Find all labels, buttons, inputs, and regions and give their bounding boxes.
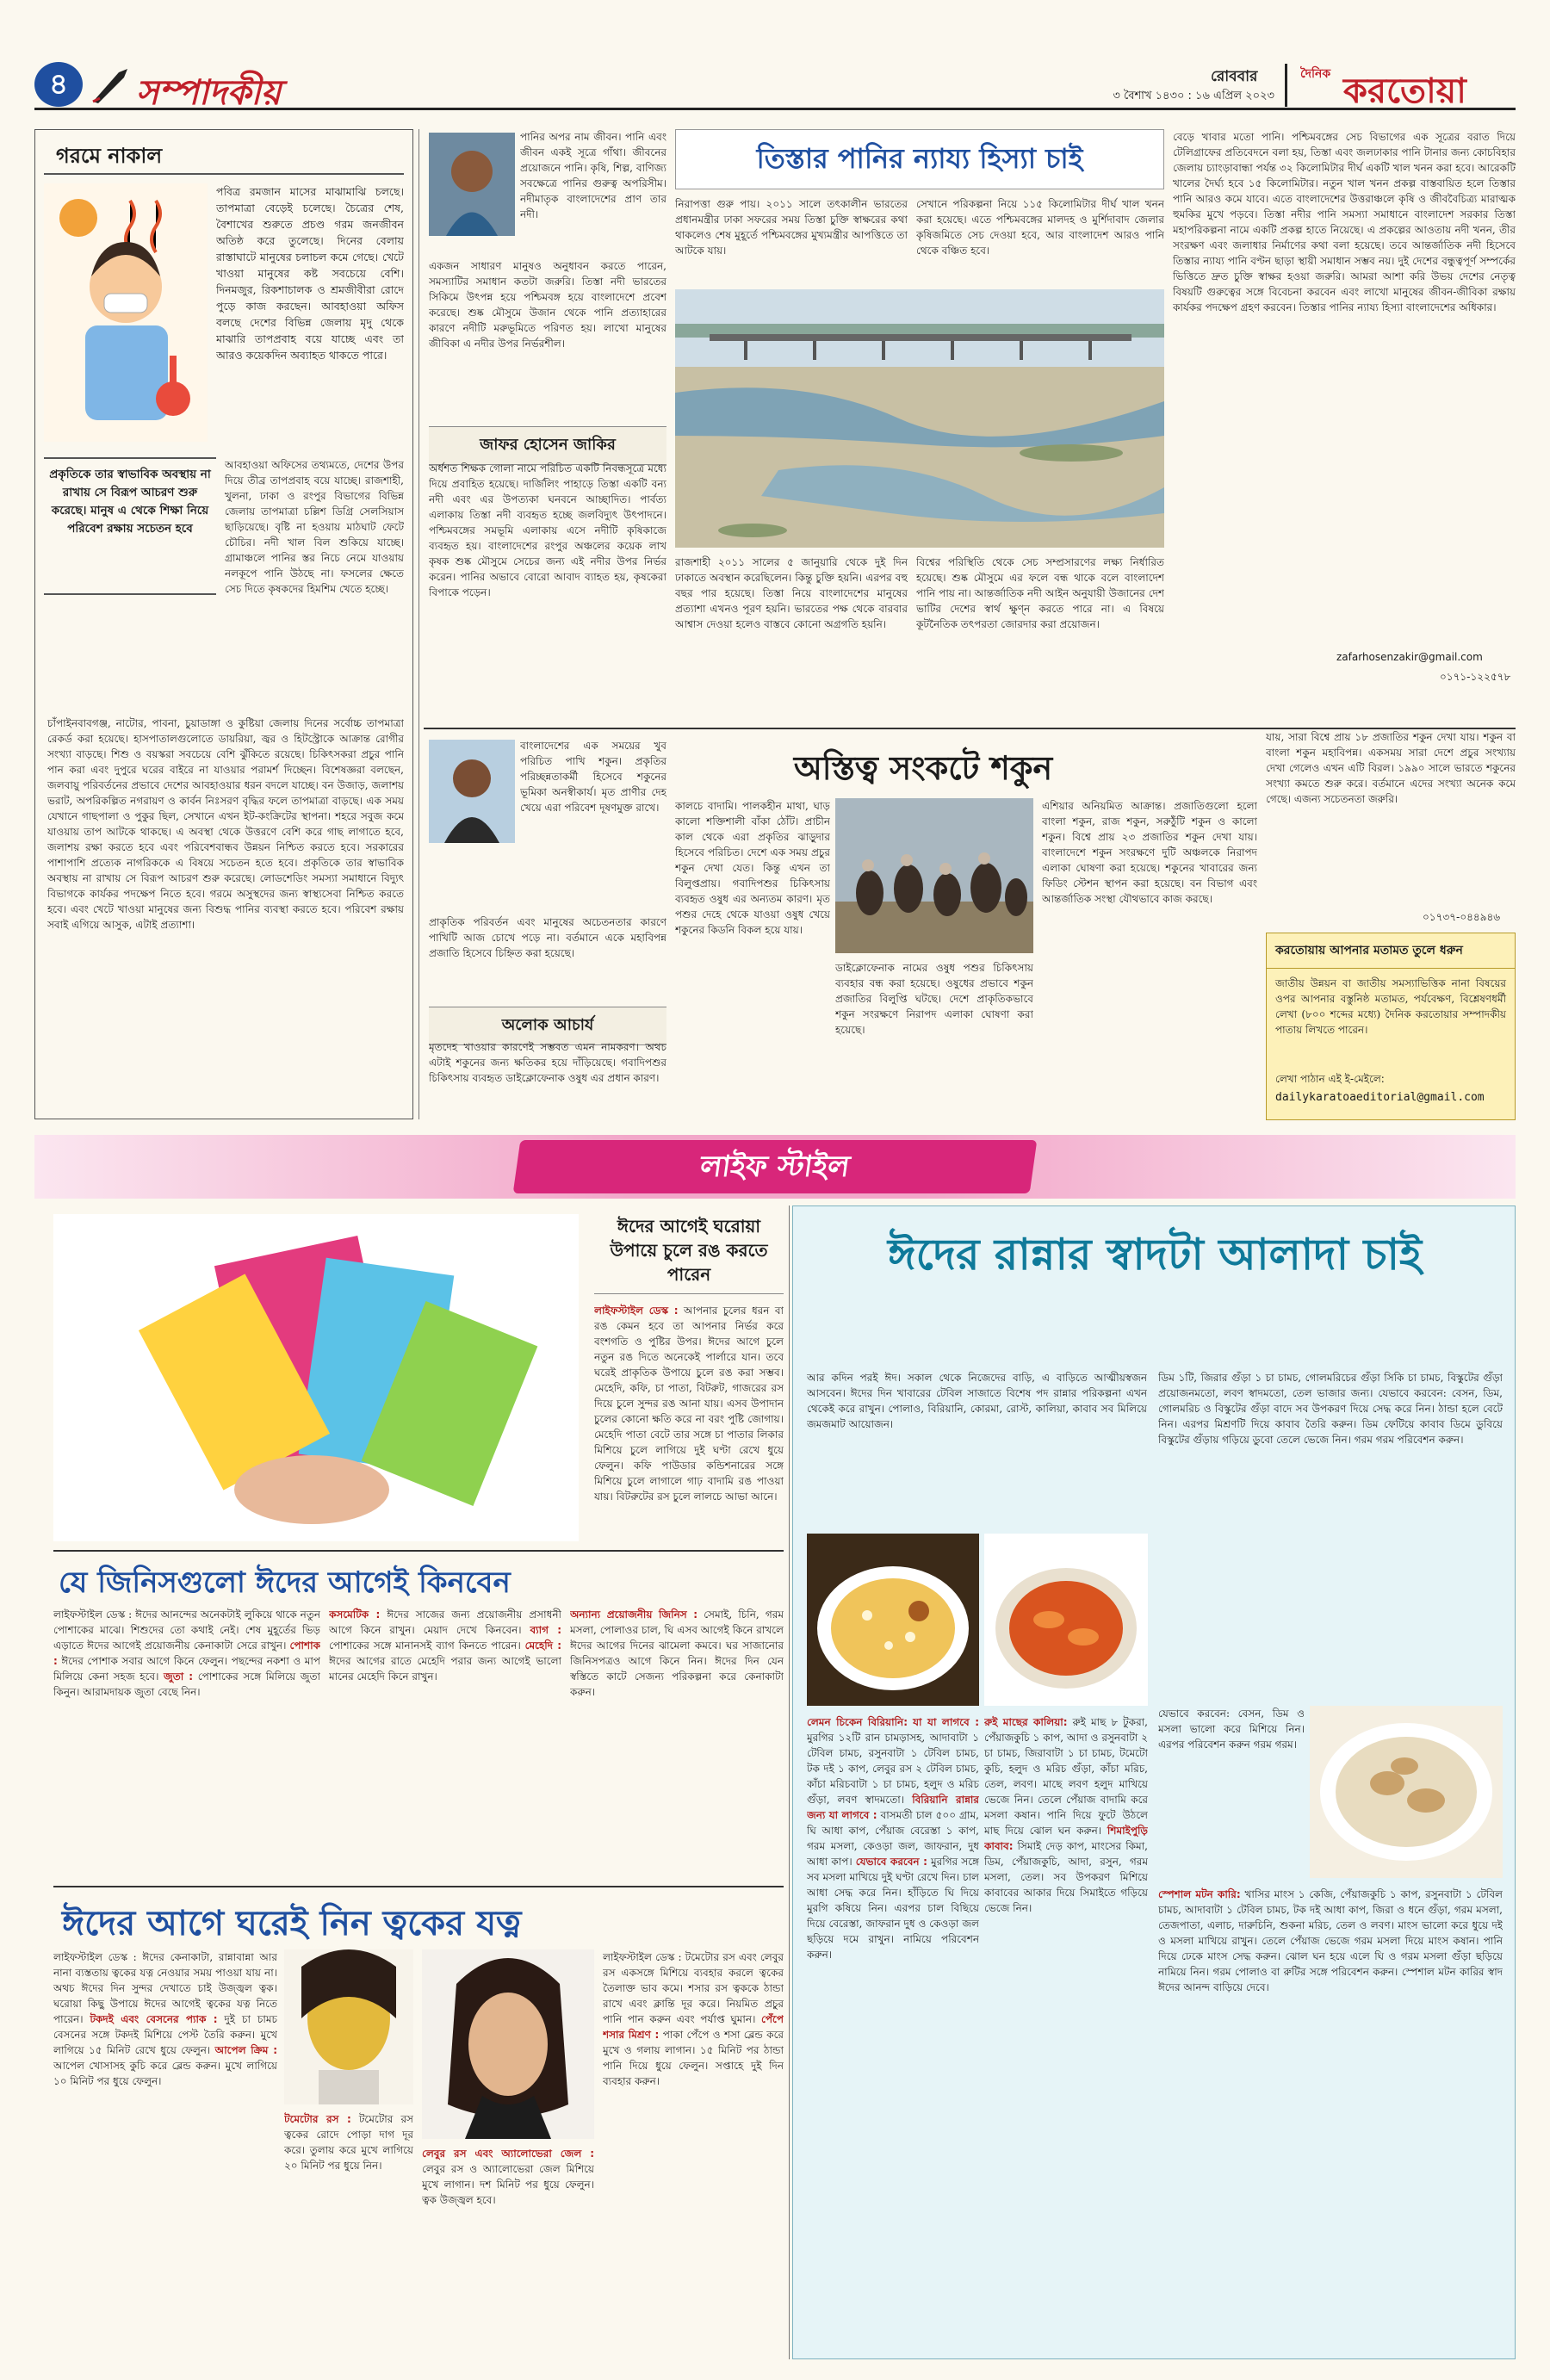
shopping-label-1: পোশাক : bbox=[53, 1639, 320, 1667]
skincare-label-3: টমেটোর রস : bbox=[284, 2113, 351, 2125]
page-number: ৪ bbox=[34, 62, 83, 107]
pen-icon bbox=[90, 65, 131, 105]
opinion-send-label: লেখা পাঠান এই ই-মেইলে: bbox=[1275, 1073, 1385, 1085]
teesta-col-1a: পানির অপর নাম জীবন। পানি এবং জীবন একই সূত্রে গাঁথা। জীবনের প্রয়োজনে পানি। কৃষি, শিল্প, বাণিজ্য সবক্ষেত্রে পানির গুরুত্ব অপরিসীম। নদীমাতৃক বাংলাদেশের প্রাণ তার নদী। bbox=[520, 131, 666, 220]
skincare-label-1: টকদই এবং বেসনের প্যাক : bbox=[90, 2013, 218, 2025]
shopping-label-6: অন্যান্য প্রয়োজনীয় জিনিস : bbox=[570, 1608, 698, 1621]
skincare-title: ঈদের আগে ঘরেই নিন ত্বকের যত্ন bbox=[62, 1904, 522, 1943]
teesta-col-3: সেখানে পরিকল্পনা নিয়ে ১১৫ কিলোমিটার দীর্ঘ খাল খনন করা হয়েছে। এতে পশ্চিমবঙ্গের মালদহ ও মুর্শিদাবাদ জেলার কৃষিজমিতে সেচ দেওয়া হবে, আর বাংলাদেশ আরও পানি থেকে বঞ্চিত হবে। bbox=[916, 198, 1164, 257]
skincare-col-4: লাইফস্টাইল ডেস্ক : টমেটোর রস এবং লেবুর রস একসঙ্গে মিশিয়ে ব্যবহার করলে ত্বকের তৈলাক্ত ভাব কমে। শসার রস ত্বককে ঠান্ডা রাখে এবং ক্লান্তি দূর করে। নিয়মিত প্রচুর পানি পান করুন এবং পর্যাপ্ত ঘুমান। পেঁপে শসার মিশ্রণ : পাকা পেঁপে ও শসা ব্লেন্ড করে মুখে ও গলায় লাগান। ১৫ মিনিট পর ঠান্ডা পানি দিয়ে ধুয়ে ফেলুন। সপ্তাহে দুই দিন ব্যবহার করুন। bbox=[603, 1951, 784, 2087]
heat-illustration bbox=[44, 183, 208, 442]
skincare-label-5: পেঁপে শসার মিশ্রণ : bbox=[603, 2013, 784, 2041]
skincare-col-1: লাইফস্টাইল ডেস্ক : ঈদের কেনাকাটা, রান্নাবান্না আর নানা ব্যস্ততায় ত্বকের যত্ন নেওয়ার সময় পাওয়া যায় না। অথচ ঈদের দিন সুন্দর দেখাতে চাই উজ্জ্বল ত্বক। ঘরোয়া কিছু উপায়ে ঈদের আগেই ত্বকের যত্ন নিতে পারেন। টকদই এবং বেসনের প্যাক : দুই চা চামচ বেসনের সঙ্গে টকদই মিশিয়ে পেস্ট তৈরি করুন। মুখে লাগিয়ে ১৫ মিনিট রেখে ধুয়ে ফেলুন। আপেল ক্রিম : আপেল খোসাসহ কুচি করে ব্লেন্ড করুন। মুখে লাগিয়ে ১০ মিনিট পর ধুয়ে ফেলুন। bbox=[53, 1951, 277, 2087]
shopping-title: যে জিনিসগুলো ঈদের আগেই কিনবেন bbox=[59, 1565, 511, 1600]
hair-title: ঈদের আগেই ঘরোয়া উপায়ে চুলে রঙ করতে পারেন bbox=[594, 1214, 784, 1294]
editorial-title: গরমে নাকাল bbox=[56, 144, 163, 168]
lifestyle-banner bbox=[34, 1135, 1516, 1199]
shopping-article bbox=[53, 1550, 784, 1877]
teesta-title: তিস্তার পানির ন্যায্য হিস্যা চাই bbox=[756, 142, 1083, 175]
vulture-col-5: যায়, সারা বিশ্বে প্রায় ১৮ প্রজাতির শকুন দেখা যায়। শকুন বা বাংলা শকুন মহাবিপন্ন। একসময় সারা দেশে প্রচুর সংখ্যায় দেখা গেলেও এখন এটি বিরল। ১৯৯০ সালে ভারতে শকুনের সংখ্যা কমতে শুরু করে। বর্তমানে এদের সংখ্যা অনেক কমে গেছে। এজন্য সচেতনতা জরুরি। bbox=[1266, 731, 1516, 805]
lifestyle-banner-title: লাইফ স্টাইল bbox=[513, 1140, 1038, 1193]
vulture-col-3: ডাইক্লোফেনাক নামের ওষুধ পশুর চিকিৎসায় ব্যবহার বন্ধ করা হয়েছে। ওষুধের প্রভাবে শকুন প্রজাতির বিলুপ্তি ঘটছে। দেশে প্রাকৃতিকভাবে শকুন সংরক্ষণে নিরাপদ এলাকা ঘোষণা করা হয়েছে। bbox=[835, 962, 1033, 1036]
editorial-title-rule bbox=[44, 173, 404, 175]
mutton-curry-photo bbox=[1310, 1706, 1503, 1878]
teesta-col-1b: একজন সাধারণ মানুষও অনুধাবন করতে পারেন, সমস্যাটির সমাধান কতটা জরুরি। তিস্তা নদী ভারতের সিকিমে উৎপন্ন হয়ে পশ্চিমবঙ্গ হয়ে বাংলাদেশে প্রবেশ করেছে। শুষ্ক মৌসুমে উজান থেকে পানি প্রত্যাহারের কারণে নদীটি মরুভূমিতে পরিণত হয়। লাখো মানুষের জীবিকা এ নদীর উপর নির্ভরশীল। bbox=[429, 260, 666, 350]
paper-tag: দৈনিক bbox=[1300, 67, 1331, 81]
shopping-col-2: কসমেটিক : ঈদের সাজের জন্য প্রয়োজনীয় প্রসাধনী আগে কিনে রাখুন। মেয়াদ দেখে কিনবেন। ব্যাগ : পোশাকের সঙ্গে মানানসই ব্যাগ কিনতে পারেন। মেহেদি : ঈদের আগের রাতে মেহেদি পরার জন্য আগেই ভালো মানের মেহেদি কিনে রাখুন। bbox=[329, 1608, 561, 1683]
column-rule bbox=[789, 1205, 790, 2359]
vulture-article bbox=[424, 728, 1516, 1124]
shopping-col-3: অন্যান্য প্রয়োজনীয় জিনিস : সেমাই, চিনি, গরম মসলা, পোলাওর চাল, ঘি এসব আগেই কিনে রাখলে ঈদের আগের দিনের ঝামেলা কমবে। ঘর সাজানোর জিনিসপত্রও আগে কিনে নিন। ঈদের দিন যেন স্বস্তিতে কাটে সেজন্য পরিকল্পনা করে কেনাকাটা করুন। bbox=[570, 1608, 784, 1698]
author-photo-alok bbox=[429, 740, 515, 843]
vulture-author: অলোক আচার্য bbox=[429, 1007, 666, 1045]
recipe-col-1: লেমন চিকেন বিরিয়ানি: যা যা লাগবে : মুরগির ১২টি রান চামড়াসহ, আদাবাটা ১ টেবিল চামচ, রসুনবাটা ১ টেবিল চামচ, টক দই ১ কাপ, লেবুর রস ২ টেবিল চামচ, কাঁচা মরিচবাটা ১ চা চামচ, হলুদ ও মরিচ গুঁড়া, লবণ স্বাদমতো। বিরিয়ানি রান্নার জন্য যা লাগবে : বাসমতী চাল ৫০০ গ্রাম, ঘি আধা কাপ, পেঁয়াজ বেরেস্তা ১ কাপ, গরম মসলা, কেওড়া জল, জাফরান, দুধ আধা কাপ। যেভাবে করবেন : মুরগির সঙ্গে সব মসলা মাখিয়ে দুই ঘণ্টা রেখে দিন। চাল আধা সেদ্ধ করে নিন। হাঁড়িতে ঘি দিয়ে মুরগি কষিয়ে নিন। এরপর চাল বিছিয়ে দিয়ে বেরেস্তা, জাফরান দুধ ও কেওড়া জল ছড়িয়ে দমে রাখুন। নামিয়ে পরিবেশন করুন। bbox=[807, 1716, 979, 1961]
recipe-col-2: রুই মাছের কালিয়া: রুই মাছ ৮ টুকরা, পেঁয়াজকুচি ১ কাপ, আদা ও রসুনবাটা ২ চা চামচ, জিরাবাটা ১ চা চামচ, টমেটো কুচি, হলুদ ও মরিচ গুঁড়া, কাঁচা মরিচ, তেল, লবণ। মাছে লবণ হলুদ মাখিয়ে ভেজে নিন। তেলে পেঁয়াজ বাদামি করে মসলা কষান। পানি দিয়ে ফুটে উঠলে মাছ দিয়ে ঝোল ঘন করুন। শিমাইপুড়ি কাবাব: সিমাই দেড় কাপ, মাংসের কিমা, ডিম, পেঁয়াজকুচি, আদা, রসুন, গরম মসলা, তেল। সব উপকরণ মিশিয়ে কাবাবের আকার দিয়ে সিমাইতে গড়িয়ে ভেজে নিন। bbox=[984, 1716, 1148, 1914]
teesta-col-4: রাজশাহী ২০১১ সালের ৫ জানুয়ারি থেকে দুই দিন ঢাকাতে অবস্থান করেছিলেন। কিন্তু চুক্তি হয়নি। এরপর বহু বছর পার হয়েছে। তিস্তা নিয়ে বাংলাদেশের মানুষের প্রত্যাশা এখনও পূরণ হয়নি। ভারতের পক্ষ থেকে বারবার আশ্বাস দেওয়া হলেও বাস্তবে কোনো অগ্রগতি হয়নি। bbox=[675, 556, 908, 630]
vulture-col-4: এশিয়ার অনিয়মিত আক্রান্ত। প্রজাতিগুলো হলো বাংলা শকুন, রাজ শকুন, সরুঠুঁটি শকুন ও কালো শকুন। বিশ্বে প্রায় ২৩ প্রজাতির শকুন দেখা যায়। বাংলাদেশে শকুন সংরক্ষণে দুটি অঞ্চলকে নিরাপদ এলাকা ঘোষণা করা হয়েছে। শকুনের খাবারের জন্য ফিডিং স্টেশন স্থাপন করা হয়েছে। বন বিভাগ এবং আন্তর্জাতিক সংস্থা যৌথভাবে কাজ করছে। bbox=[1042, 800, 1257, 905]
recipe-col-4: স্পেশাল মটন কারি: খাসির মাংস ১ কেজি, পেঁয়াজকুচি ১ কাপ, রসুনবাটা ১ টেবিল চামচ, আদাবাটা ১ টেবিল চামচ, টক দই আধা কাপ, জিরা ও ধনে গুঁড়া, গরম মসলা, তেজপাতা, এলাচ, দারুচিনি, শুকনা মরিচ, তেল ও লবণ। মাংস ভালো করে ধুয়ে দই ও মসলা মাখিয়ে রাখুন। তেলে পেঁয়াজ ভেজে গরম মসলা দিয়ে মাংস কষান। পানি দিয়ে ঢেকে মাংস সেদ্ধ করুন। ঝোল ঘন হয়ে এলে ঘি ও গরম মসলা গুঁড়া ছড়িয়ে নামিয়ে নিন। গরম পোলাও বা রুটির সঙ্গে পরিবেশন করুন। স্পেশাল মটন কারির স্বাদ ঈদের আনন্দ বাড়িয়ে দেবে। bbox=[1158, 1888, 1503, 1993]
hair-body: লাইফস্টাইল ডেস্ক : আপনার চুলের ধরন বা রঙ কেমন হবে তা আপনার নির্ভর করে বংশগতি ও পুষ্টির উপর। ঈদের আগে চুলে নতুন রঙ দিতে অনেকেই পার্লারে যান। তবে ঘরেই প্রাকৃতিক উপায়ে চুলে রঙ করা সম্ভব। মেহেদি, কফি, চা পাতা, বিটরুট, গাজরের রস দিয়ে চুলে সুন্দর রঙ আনা যায়। এসব উপাদান চুলের কোনো ক্ষতি করে না বরং পুষ্টি জোগায়। মেহেদি পাতা বেটে তার সঙ্গে চা পাতার লিকার মিশিয়ে চুলে লাগিয়ে দুই ঘণ্টা রেখে ধুয়ে ফেলুন। কফি পাউডার কন্ডিশনারের সঙ্গে মিশিয়ে চুলে লাগালে গাঢ় বাদামি রঙ পাওয়া যায়। বিটরুটের রস চুলে লালচে আভা আনে। bbox=[594, 1305, 784, 1503]
opinion-email[interactable]: dailykaratoaeditorial@gmail.com bbox=[1275, 1091, 1485, 1104]
shopping-label-3: কসমেটিক : bbox=[329, 1608, 381, 1621]
teesta-col-5: বিশ্বের পরিস্থিতি থেকে সেচ সম্প্রসারণের লক্ষ্য নির্ধারিত হয়েছে। শুষ্ক মৌসুমে এর ফলে বন্ধ থাকে বলে বাংলাদেশ পানি পায় না। আন্তর্জাতিক নদী আইন অনুযায়ী উজানের দেশ ভাটির দেশের স্বার্থ ক্ষুণ্ন করতে পারে না। এ বিষয়ে কূটনৈতিক তৎপরতা জোরদার করা প্রয়োজন। bbox=[916, 556, 1164, 630]
shopping-label-4: ব্যাগ : bbox=[530, 1624, 561, 1636]
skincare-col-3: লেবুর রস এবং অ্যালোভেরা জেল : লেবুর রস ও অ্যালোভেরা জেল মিশিয়ে মুখে লাগান। দশ মিনিট পর ধুয়ে ফেলুন। ত্বক উজ্জ্বল হবে। bbox=[422, 2148, 594, 2206]
rui-kalia-photo bbox=[984, 1534, 1148, 1706]
recipe-section-1: লেমন চিকেন বিরিয়ানি: bbox=[807, 1716, 908, 1728]
recipe-section-5: রুই মাছের কালিয়া: bbox=[984, 1716, 1068, 1728]
masthead-date: ৩ বৈশাখ ১৪৩০ : ১৬ এপ্রিল ২০২৩ bbox=[1113, 90, 1274, 102]
masthead-day: রোববার bbox=[1211, 68, 1258, 85]
vulture-col-1a: বাংলাদেশের এক সময়ের খুব পরিচিত পাখি শকুন। প্রকৃতির পরিচ্ছন্নতাকর্মী হিসেবে শকুনের ভূমিকা অনস্বীকার্য। মৃত প্রাণীর দেহ খেয়ে এরা পরিবেশ দূষণমুক্ত রাখে। bbox=[520, 740, 666, 814]
shopping-col-1: লাইফস্টাইল ডেস্ক : ঈদের আনন্দের অনেকটাই লুকিয়ে থাকে নতুন পোশাকের মাঝে। শিশুদের তো কথাই নেই। শেষ মুহূর্তের ভিড় এড়াতে ঈদের আগেই প্রয়োজনীয় কেনাকাটা সেরে রাখুন। পোশাক : ঈদের পোশাক সবার আগে কিনে ফেলুন। পছন্দের নকশা ও মাপ মিলিয়ে কেনা সহজ হবে। জুতা : পোশাকের সঙ্গে মিলিয়ে জুতা কিনুন। আরামদায়ক জুতা বেছে নিন। bbox=[53, 1608, 320, 1698]
opinion-box bbox=[1266, 933, 1516, 1120]
opinion-title: করতোয়ায় আপনার মতামত তুলে ধরুন bbox=[1267, 933, 1515, 969]
skincare-col-2: টমেটোর রস : টমেটোর রস ত্বকের রোদে পোড়া দাগ দূর করে। তুলায় করে মুখে লাগিয়ে ২০ মিনিট পর ধুয়ে নিন। bbox=[284, 2113, 413, 2172]
vulture-author-phone: ০১৭৩৭-০৪৪৯৪৬ bbox=[1423, 911, 1501, 923]
recipe-intro: আর কদিন পরই ঈদ। সকাল থেকে নিজেদের বাড়ি, এ বাড়িতে আত্মীয়স্বজন আসবেন। ঈদের দিন খাবারের টেবিল সাজাতে বিশেষ পদ রান্নার পরিকল্পনা এখন থেকেই করে রাখুন। পোলাও, বিরিয়ানি, কোরমা, রোস্ট, কালিয়া, কাবাব সব মিলিয়ে জমজমাট আয়োজন। bbox=[807, 1372, 1147, 1430]
skincare-article bbox=[53, 1886, 784, 2359]
recipe-section-4: যেভাবে করবেন : bbox=[855, 1856, 927, 1868]
recipe-section-3: বিরিয়ানি রান্নার জন্য যা লাগবে : bbox=[807, 1794, 979, 1821]
recipe-col-3: যেভাবে করবেন: বেসন, ডিম ও মসলা ভালো করে মিশিয়ে নিন। এরপর পরিবেশন করুন গরম গরম। bbox=[1158, 1708, 1305, 1751]
masthead bbox=[34, 62, 1516, 113]
shopping-label-5: মেহেদি : bbox=[524, 1639, 561, 1652]
recipe-col-right: ডিম ১টি, জিরার গুঁড়া ১ চা চামচ, গোলমরিচের গুঁড়া সিকি চা চামচ, বিস্কুটের গুঁড়া প্রয়োজনমতো, লবণ স্বাদমতো, তেল ভাজার জন্য। যেভাবে করবেন: বেসন, ডিম, গোলমরিচ ও বিস্কুটের গুঁড়া বাদে সব উপকরণ দিয়ে সেদ্ধ করে নিন। ঠান্ডা হলে বেটে নিন। এরপর মিশ্রণটি দিয়ে কাবাব তৈরি করুন। ডিম ফেটিয়ে কাবাব ডিমে ডুবিয়ে বিস্কুটের গুঁড়ায় গড়িয়ে ডুবো তেলে ভেজে নিন। গরম গরম পরিবেশন করুন। bbox=[1158, 1372, 1503, 1446]
teesta-col-2: নিরাপত্তা গুরু পায়। ২০১১ সালে তৎকালীন ভারতের প্রধানমন্ত্রীর ঢাকা সফরের সময় তিস্তা চুক্তি স্বাক্ষরের কথা থাকলেও শেষ মুহূর্তে পশ্চিমবঙ্গের মুখ্যমন্ত্রীর আপত্তিতে তা আটকে যায়। bbox=[675, 198, 908, 257]
paper-name: করতোয়া bbox=[1343, 71, 1466, 111]
shopping-label-2: জুতা : bbox=[164, 1670, 194, 1683]
recipe-article bbox=[792, 1205, 1516, 2359]
vulture-title: অস্তিত্ব সংকটে শকুন bbox=[793, 749, 1053, 787]
teesta-author-email: zafarhosenzakir@gmail.com bbox=[1336, 651, 1483, 663]
masthead-divider bbox=[1285, 64, 1287, 107]
recipe-section-2: যা যা লাগবে : bbox=[913, 1716, 979, 1728]
editorial-body-a: আবহাওয়া অফিসের তথ্যমতে, দেশের উপর দিয়ে তীব্র তাপপ্রবাহ বয়ে যাচ্ছে। রাজশাহী, খুলনা, ঢাকা ও রংপুর বিভাগের বিভিন্ন জেলায় তাপমাত্রা চল্লিশ ডিগ্রি সেলসিয়াস ছাড়িয়েছে। বৃষ্টি না হওয়ায় মাঠঘাট ফেটে চৌচির। নদী খাল বিল শুকিয়ে যাচ্ছে। গ্রামাঞ্চলে পানির স্তর নিচে নেমে যাওয়ায় নলকূপে পানি উঠছে না। ফসলের ক্ষেতে সেচ দিতে কৃষকদের হিমশিম খেতে হচ্ছে। bbox=[225, 459, 404, 595]
skincare-label-4: লেবুর রস এবং অ্যালোভেরা জেল : bbox=[422, 2148, 594, 2160]
skincare-label-2: আপেল ক্রিম : bbox=[214, 2044, 277, 2056]
teesta-author-phone: ০১৭১-১২২৫৭৮ bbox=[1440, 671, 1511, 683]
hair-desk: লাইফস্টাইল ডেস্ক : bbox=[594, 1305, 679, 1317]
editorial-intro: পবিত্র রমজান মাসের মাঝামাঝি চলছে। তাপমাত্রা বেড়েই চলেছে। চৈত্রের শেষ, বৈশাখের শুরুতে প্রচণ্ড গরম জনজীবন অতিষ্ঠ করে তুলেছে। দিনের বেলায় রাস্তাঘাটে মানুষের চলাচল কমে গেছে। খেটে খাওয়া মানুষের কষ্ট সবচেয়ে বেশি। দিনমজুর, রিকশাচালক ও শ্রমজীবীরা রোদে পুড়ে কাজ করছেন। আবহাওয়া অফিস বলছে দেশের বিভিন্ন জেলায় মৃদু থেকে মাঝারি তাপপ্রবাহ বয়ে যাচ্ছে এবং তা আরও কয়েকদিন অব্যাহত থাকতে পারে। bbox=[216, 185, 404, 362]
vulture-col-1c: মৃতদেহ খাওয়ার কারণেই সম্ভবত এমন নামকরণ। অথচ এটাই শকুনের জন্য ক্ষতিকর হয়ে দাঁড়িয়েছে। গবাদিপশুর চিকিৎসায় ব্যবহৃত ডাইক্লোফেনাক ওষুধ এর প্রধান কারণ। bbox=[429, 1041, 666, 1084]
column-rule bbox=[418, 129, 419, 1119]
biryani-photo bbox=[807, 1534, 979, 1706]
editorial-body-b: চাঁপাইনবাবগঞ্জ, নাটোর, পাবনা, চুয়াডাঙ্গা ও কুষ্টিয়া জেলায় দিনের সর্বোচ্চ তাপমাত্রা রেকর্ড করা হয়েছে। হাসপাতালগুলোতে ডায়রিয়া, জ্বর ও হিটস্ট্রোকে আক্রান্ত রোগীর সংখ্যা বাড়ছে। শিশু ও বয়স্করা সবচেয়ে বেশি ঝুঁকিতে রয়েছে। চিকিৎসকরা প্রচুর পানি পান করা এবং দুপুরে ঘরের বাইরে না যাওয়ার পরামর্শ দিচ্ছেন। বিশেষজ্ঞরা বলছেন, জলবায়ু পরিবর্তনের প্রভাবে দেশের আবহাওয়ার ধরন বদলে যাচ্ছে। বন উজাড়, জলাশয় ভরাট, অপরিকল্পিত নগরায়ণ ও কার্বন নিঃসরণ বৃদ্ধির ফলে তাপমাত্রা বাড়ছে। এক সময় যেখানে গাছপালা ও পুকুর ছিল, সেখানে এখন ইট-কংক্রিটের স্থাপনা। শহরে সবুজ কমে যাওয়ায় তাপ আটকে থাকছে। এ অবস্থা থেকে উত্তরণে বেশি করে গাছ লাগাতে হবে, জলাশয় রক্ষা করতে হবে এবং পরিবেশবান্ধব উন্নয়ন নিশ্চিত করতে হবে। সরকারের পাশাপাশি প্রত্যেক নাগরিককে এ বিষয়ে সচেতন হতে হবে। প্রকৃতিকে তার স্বাভাবিক অবস্থায় না রাখায় সে বিরূপ আচরণ শুরু করেছে। লোডশেডিং সমস্যা সমাধানে বিদ্যুৎ বিভাগকে কার্যকর পদক্ষেপ নিতে হবে। গরমে অসুস্থদের জন্য স্বাস্থ্যসেবা নিশ্চিত করতে হবে। এবং খেটে খাওয়া মানুষের জন্য বিশুদ্ধ পানির ব্যবস্থা করতে হবে। পরিবেশ রক্ষায় সবাই এগিয়ে আসুক, এটাই প্রত্যাশা। bbox=[47, 717, 404, 931]
teesta-col-6: বেড়ে খাবার মতো পানি। পশ্চিমবঙ্গের সেচ বিভাগের এক সূত্রের বরাত দিয়ে টেলিগ্রাফের প্রতিবেদনে বলা হয়, তিস্তা এবং জলঢাকার পানি টানার জন্য কোচবিহার জেলায় চ্যাংড়াবান্ধা পর্যন্ত ৩২ কিলোমিটার দীর্ঘ একটি খাল খনন করা হবে। আরেকটি খালের দৈর্ঘ্য হবে ১৫ কিলোমিটার। নতুন খাল খনন প্রকল্প বাস্তবায়িত হলে তিস্তার পানি আরও কমে যাবে। এতে বাংলাদেশের উত্তরাঞ্চলে কৃষি ও জীববৈচিত্র্য মারাত্মক হুমকির মুখে পড়বে। তিস্তা নদীর পানি সমস্যা সমাধানে বাংলাদেশ সরকার তিস্তা মহাপরিকল্পনা নামে একটি প্রকল্প হাতে নিয়েছে। এ প্রকল্পের আওতায় নদী খনন, তীর সংরক্ষণ এবং জলাধার নির্মাণের কথা বলা হয়েছে। তবে আন্তর্জাতিক নদী হিসেবে তিস্তার ন্যায্য পানি বণ্টন ছাড়া স্থায়ী সমাধান সম্ভব নয়। দুই দেশের বন্ধুত্বপূর্ণ সম্পর্কের ভিত্তিতে দ্রুত চুক্তি স্বাক্ষর হওয়া জরুরি। আমরা আশা করি উভয় দেশের নেতৃত্ব বিষয়টি গুরুত্বের সঙ্গে বিবেচনা করবেন এবং লাখো মানুষের জীবন-জীবিকা রক্ষায় কার্যকর পদক্ষেপ গ্রহণ করবেন। তিস্তার পানির ন্যায্য হিস্যা বাংলাদেশের অধিকার। bbox=[1173, 131, 1516, 313]
recipe-section-7: স্পেশাল মটন কারি: bbox=[1158, 1888, 1241, 1900]
editorial-heat bbox=[34, 129, 413, 1119]
teesta-author: জাফর হোসেন জাকির bbox=[429, 426, 666, 465]
vulture-col-1b: প্রাকৃতিক পরিবর্তন এবং মানুষের অচেতনতার কারণে পাখিটি আজ চোখে পড়ে না। বর্তমানে একে মহাবিপন্ন প্রজাতি হিসেবে চিহ্নিত করা হয়েছে। bbox=[429, 916, 666, 959]
editorial-pull-quote: প্রকৃতিকে তার স্বাভাবিক অবস্থায় না রাখায় সে বিরূপ আচরণ শুরু করেছে। মানুষ এ থেকে শিক্ষা নিয়ে পরিবেশ রক্ষায় সচেতন হবে bbox=[44, 457, 216, 595]
vulture-col-2: কালচে বাদামি। পালকহীন মাথা, ঘাড় কালো শক্তিশালী বাঁকা ঠোঁট। প্রাচীন কাল থেকে এরা প্রকৃতির ঝাড়ুদার হিসেবে পরিচিত। দেশে এক সময় প্রচুর শকুন দেখা যেত। কিন্তু এখন তা বিলুপ্তপ্রায়। গবাদিপশুর চিকিৎসায় ব্যবহৃত ওষুধ এর অন্যতম কারণ। মৃত পশুর দেহে থেকে যাওয়া ওষুধ খেয়ে শকুনের কিডনি বিকল হয়ে যায়। bbox=[675, 800, 830, 936]
teesta-col-1c: অর্ধশত শিক্ষক গোলা নামে পরিচিত একটি নিবন্ধসূত্রে মধ্যে দিয়ে প্রবাহিত হয়েছে। দার্জিলিং পাহাড়ে তিস্তা একটি বন্য নদী এবং এর উপত্যকা ঘনবনে আচ্ছাদিত। পার্বত্য এলাকায় তিস্তা নদী ব্যবহৃত হচ্ছে জলবিদ্যুৎ উৎপাদনে। পশ্চিমবঙ্গের সমভূমি এলাকায় এসে নদীটি কৃষিকাজে ব্যবহৃত হয়। বাংলাদেশের রংপুর অঞ্চলের কয়েক লাখ কৃষক শুষ্ক মৌসুমে সেচের জন্য এই নদীর উপর নির্ভর করেন। পানির অভাবে বোরো আবাদ ব্যাহত হয়, কৃষকেরা বিপাকে পড়েন। bbox=[429, 462, 666, 598]
face-mask-photo bbox=[284, 1949, 413, 2104]
recipe-title: ঈদের রান্নার স্বাদটা আলাদা চাই bbox=[888, 1230, 1422, 1280]
woman-face-photo bbox=[422, 1949, 594, 2139]
vulture-photo bbox=[835, 798, 1033, 953]
author-photo-zafar bbox=[429, 133, 515, 236]
teesta-article bbox=[424, 129, 1516, 715]
teesta-title-box bbox=[675, 129, 1164, 189]
opinion-body: জাতীয় উন্নয়ন বা জাতীয় সমস্যাভিত্তিক নানা বিষয়ের ওপর আপনার বস্তুনিষ্ঠ মতামত, পর্যবেক্ষণ, বিশ্লেষণধর্মী লেখা (৮০০ শব্দের মধ্যে) দৈনিক করতোয়ার সম্পাদকীয় পাতায় লিখতে পারেন। bbox=[1275, 977, 1506, 1036]
teesta-river-photo bbox=[675, 289, 1164, 548]
recipe-section-6: শিমাইপুড়ি কাবাব: bbox=[984, 1825, 1148, 1852]
section-title: সম্পাদকীয় bbox=[136, 73, 282, 113]
shopping-bags-photo bbox=[53, 1214, 579, 1541]
